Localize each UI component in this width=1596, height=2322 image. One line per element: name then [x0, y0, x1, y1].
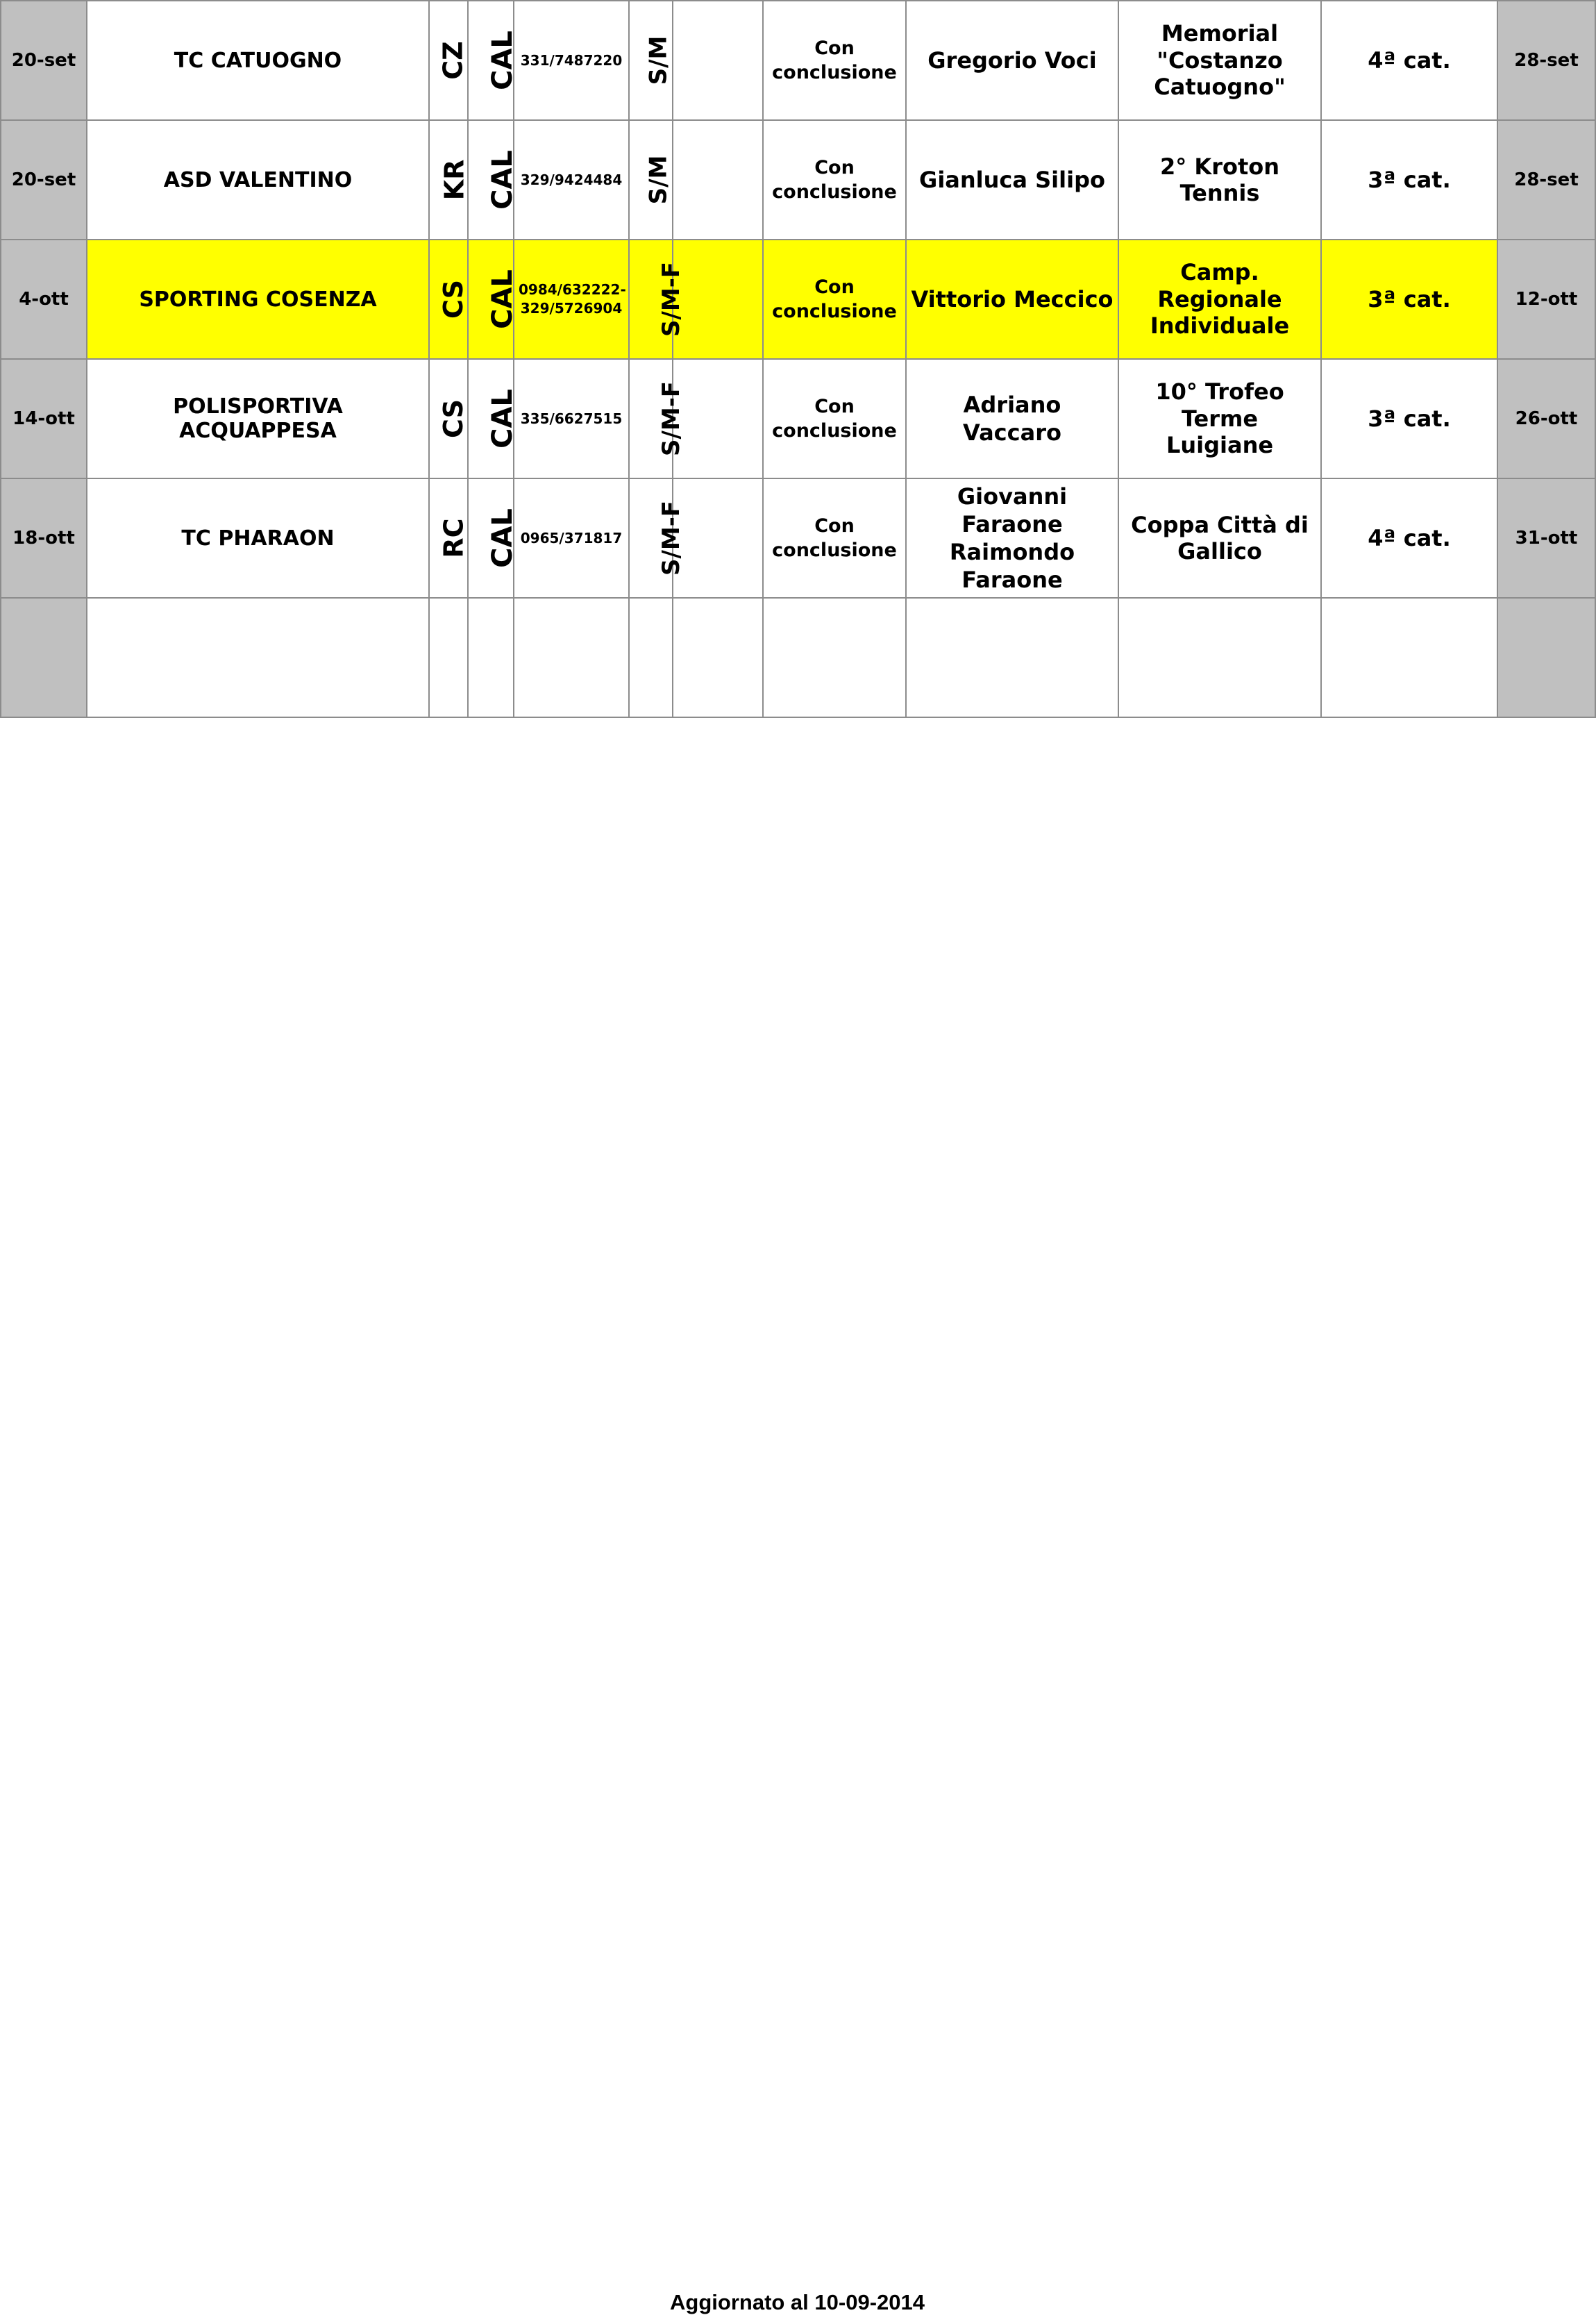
tournament-mode-line: conclusione — [772, 301, 897, 322]
table-row — [1, 1, 1595, 120]
end-date-cell — [1497, 359, 1595, 478]
club-cell — [87, 120, 429, 240]
event-cell — [1118, 1, 1321, 120]
event-name — [1123, 512, 1316, 565]
region-cell — [468, 478, 519, 598]
director-cell — [906, 1, 1118, 120]
end-date-cell — [1497, 120, 1595, 240]
event-name-line: Memorial — [1161, 20, 1279, 47]
event-name — [1123, 153, 1316, 207]
region-cell — [468, 120, 519, 240]
last-updated-note: Aggiornato al 10-09-2014 — [670, 2290, 925, 2314]
phone-number-line: 329/5726904 — [520, 300, 623, 317]
type-cell — [629, 478, 686, 598]
referee-name — [911, 166, 1114, 194]
category-cell — [1321, 120, 1497, 240]
mode-cell — [763, 478, 906, 598]
extra-cell — [673, 1, 763, 120]
empty-cell — [906, 598, 1118, 717]
club-cell — [87, 1, 429, 120]
club-name: SPORTING COSENZA — [139, 287, 377, 312]
referee-name — [911, 391, 1114, 446]
tournament-type: S/M — [644, 35, 673, 85]
end-date: 28-set — [1514, 169, 1579, 190]
empty-cell — [429, 598, 468, 717]
tournament-mode-line: Con — [814, 276, 855, 298]
region-code: CAL — [486, 389, 519, 449]
province-code: CS — [437, 280, 469, 319]
empty-cell — [87, 598, 429, 717]
referee-name-line: Adriano Vaccaro — [963, 392, 1061, 446]
table-body — [1, 1, 1595, 717]
referee-name — [911, 483, 1114, 594]
director-cell — [906, 359, 1118, 478]
tournament-mode-line: Con — [814, 37, 855, 59]
event-name-line: "Costanzo — [1157, 47, 1283, 74]
region-code: CAL — [486, 508, 519, 568]
empty-cell — [1497, 598, 1595, 717]
empty-cell — [763, 598, 906, 717]
tournament-mode — [768, 514, 901, 562]
province-cell — [429, 1, 468, 120]
tournament-mode — [768, 36, 901, 85]
tournament-mode-line: Con — [814, 395, 855, 417]
phone-cell — [514, 240, 629, 359]
tournament-mode-line: Con — [814, 515, 855, 537]
extra-cell — [673, 120, 763, 240]
category-limit: 4ª cat. — [1368, 525, 1451, 551]
event-name-line: Coppa Città di — [1131, 511, 1309, 538]
tournament-mode-line: conclusione — [772, 181, 897, 203]
region-cell — [468, 240, 519, 359]
type-cell — [629, 359, 686, 478]
mode-cell — [763, 1, 906, 120]
start-date: 4-ott — [19, 289, 69, 310]
club-name: POLISPORTIVA ACQUAPPESA — [173, 394, 343, 443]
empty-cell — [673, 598, 763, 717]
start-date: 20-set — [11, 169, 76, 190]
phone-cell — [514, 120, 629, 240]
tournament-mode-line: conclusione — [772, 62, 897, 83]
category-cell — [1321, 240, 1497, 359]
start-date: 14-ott — [12, 408, 75, 429]
province-code: RC — [438, 518, 469, 558]
event-name — [1123, 378, 1316, 458]
phone-number-line: 0965/371817 — [520, 529, 623, 546]
tournament-mode-line: conclusione — [772, 540, 897, 561]
mode-cell — [763, 359, 906, 478]
referee-name-line: Gregorio Voci — [927, 47, 1097, 74]
event-name — [1123, 259, 1316, 339]
province-cell — [429, 478, 468, 598]
province-code: KR — [439, 159, 470, 201]
club-cell — [87, 478, 429, 598]
province-code: CS — [437, 399, 469, 438]
phone-number — [519, 410, 624, 428]
event-cell — [1118, 240, 1321, 359]
club-name: TC PHARAON — [181, 526, 335, 551]
event-name-line: Luigiane — [1166, 432, 1274, 459]
phone-cell — [514, 478, 629, 598]
event-name-line: 10° Trofeo Terme — [1155, 378, 1284, 432]
phone-cell — [514, 1, 629, 120]
empty-cell — [1118, 598, 1321, 717]
category-cell — [1321, 359, 1497, 478]
event-name-line: Catuogno" — [1154, 74, 1286, 101]
province-cell — [429, 120, 468, 240]
phone-number-line: 0984/632222- — [519, 281, 626, 298]
tournament-mode — [768, 156, 901, 204]
province-code: CZ — [437, 41, 469, 80]
extra-cell — [673, 478, 763, 598]
type-cell — [629, 120, 673, 240]
phone-number — [519, 529, 624, 548]
phone-number — [519, 281, 624, 318]
event-name-line: 2° Kroton Tennis — [1159, 153, 1280, 206]
tournament-mode — [768, 394, 901, 443]
category-limit: 4ª cat. — [1368, 47, 1451, 74]
region-code: CAL — [486, 150, 519, 210]
event-name-line: Individuale — [1150, 312, 1290, 340]
referee-name-line: Giovanni Faraone — [957, 483, 1068, 537]
tournament-type: S/M — [644, 155, 673, 205]
start-date-cell — [1, 240, 87, 359]
start-date-cell — [1, 478, 87, 598]
phone-number — [519, 171, 624, 190]
end-date: 26-ott — [1515, 408, 1578, 429]
end-date-cell — [1497, 240, 1595, 359]
referee-name-line: Vittorio Meccico — [911, 286, 1114, 312]
phone-number-line: 335/6627515 — [520, 410, 623, 427]
end-date-cell — [1497, 478, 1595, 598]
empty-cell — [514, 598, 629, 717]
director-cell — [906, 120, 1118, 240]
region-cell — [468, 1, 519, 120]
event-cell — [1118, 478, 1321, 598]
tournament-mode — [768, 275, 901, 324]
event-name — [1123, 20, 1316, 100]
table-row — [1, 240, 1595, 359]
event-name-line: Camp. Regionale — [1157, 259, 1282, 312]
category-cell — [1321, 1, 1497, 120]
type-cell — [629, 240, 686, 359]
category-limit: 3ª cat. — [1368, 406, 1451, 432]
region-code: CAL — [486, 269, 519, 329]
empty-cell — [1321, 598, 1497, 717]
phone-number — [519, 51, 624, 70]
club-cell — [87, 240, 429, 359]
table-row — [1, 478, 1595, 598]
end-date-cell — [1497, 1, 1595, 120]
table-row — [1, 359, 1595, 478]
tournament-type: S/M-F — [657, 500, 686, 576]
referee-name-line: Gianluca Silipo — [919, 167, 1105, 193]
end-date: 28-set — [1514, 50, 1579, 71]
phone-number-line: 331/7487220 — [520, 51, 623, 69]
tournament-type: S/M-F — [657, 381, 686, 457]
type-cell — [629, 1, 673, 120]
tournament-mode-line: conclusione — [772, 420, 897, 442]
mode-cell — [763, 120, 906, 240]
phone-number-line: 329/9424484 — [520, 171, 623, 188]
start-date-cell — [1, 359, 87, 478]
end-date: 31-ott — [1515, 528, 1578, 549]
start-date-cell — [1, 1, 87, 120]
referee-name — [911, 285, 1114, 313]
region-cell — [468, 359, 519, 478]
club-name: ASD VALENTINO — [163, 167, 353, 192]
event-cell — [1118, 359, 1321, 478]
referee-name-line: Raimondo Faraone — [949, 539, 1075, 593]
empty-cell — [468, 598, 514, 717]
event-cell — [1118, 120, 1321, 240]
director-cell — [906, 478, 1118, 598]
empty-cell — [629, 598, 673, 717]
province-cell — [429, 240, 468, 359]
extra-cell — [673, 359, 763, 478]
tournament-mode-line: Con — [814, 156, 855, 178]
start-date: 20-set — [11, 50, 76, 71]
phone-cell — [514, 359, 629, 478]
table-row — [1, 120, 1595, 240]
empty-table-row — [1, 598, 1595, 717]
club-name: TC CATUOGNO — [174, 48, 342, 73]
event-name-line: Gallico — [1177, 538, 1262, 565]
empty-cell — [1, 598, 87, 717]
start-date: 18-ott — [12, 528, 75, 549]
tournament-type: S/M-F — [657, 261, 686, 337]
end-date: 12-ott — [1515, 289, 1578, 310]
referee-name — [911, 47, 1114, 74]
region-code: CAL — [486, 31, 519, 90]
category-limit: 3ª cat. — [1368, 167, 1451, 193]
club-cell — [87, 359, 429, 478]
category-cell — [1321, 478, 1497, 598]
start-date-cell — [1, 120, 87, 240]
mode-cell — [763, 240, 906, 359]
province-cell — [429, 359, 468, 478]
category-limit: 3ª cat. — [1368, 286, 1451, 312]
tournament-table — [0, 0, 1596, 718]
director-cell — [906, 240, 1118, 359]
extra-cell — [673, 240, 763, 359]
